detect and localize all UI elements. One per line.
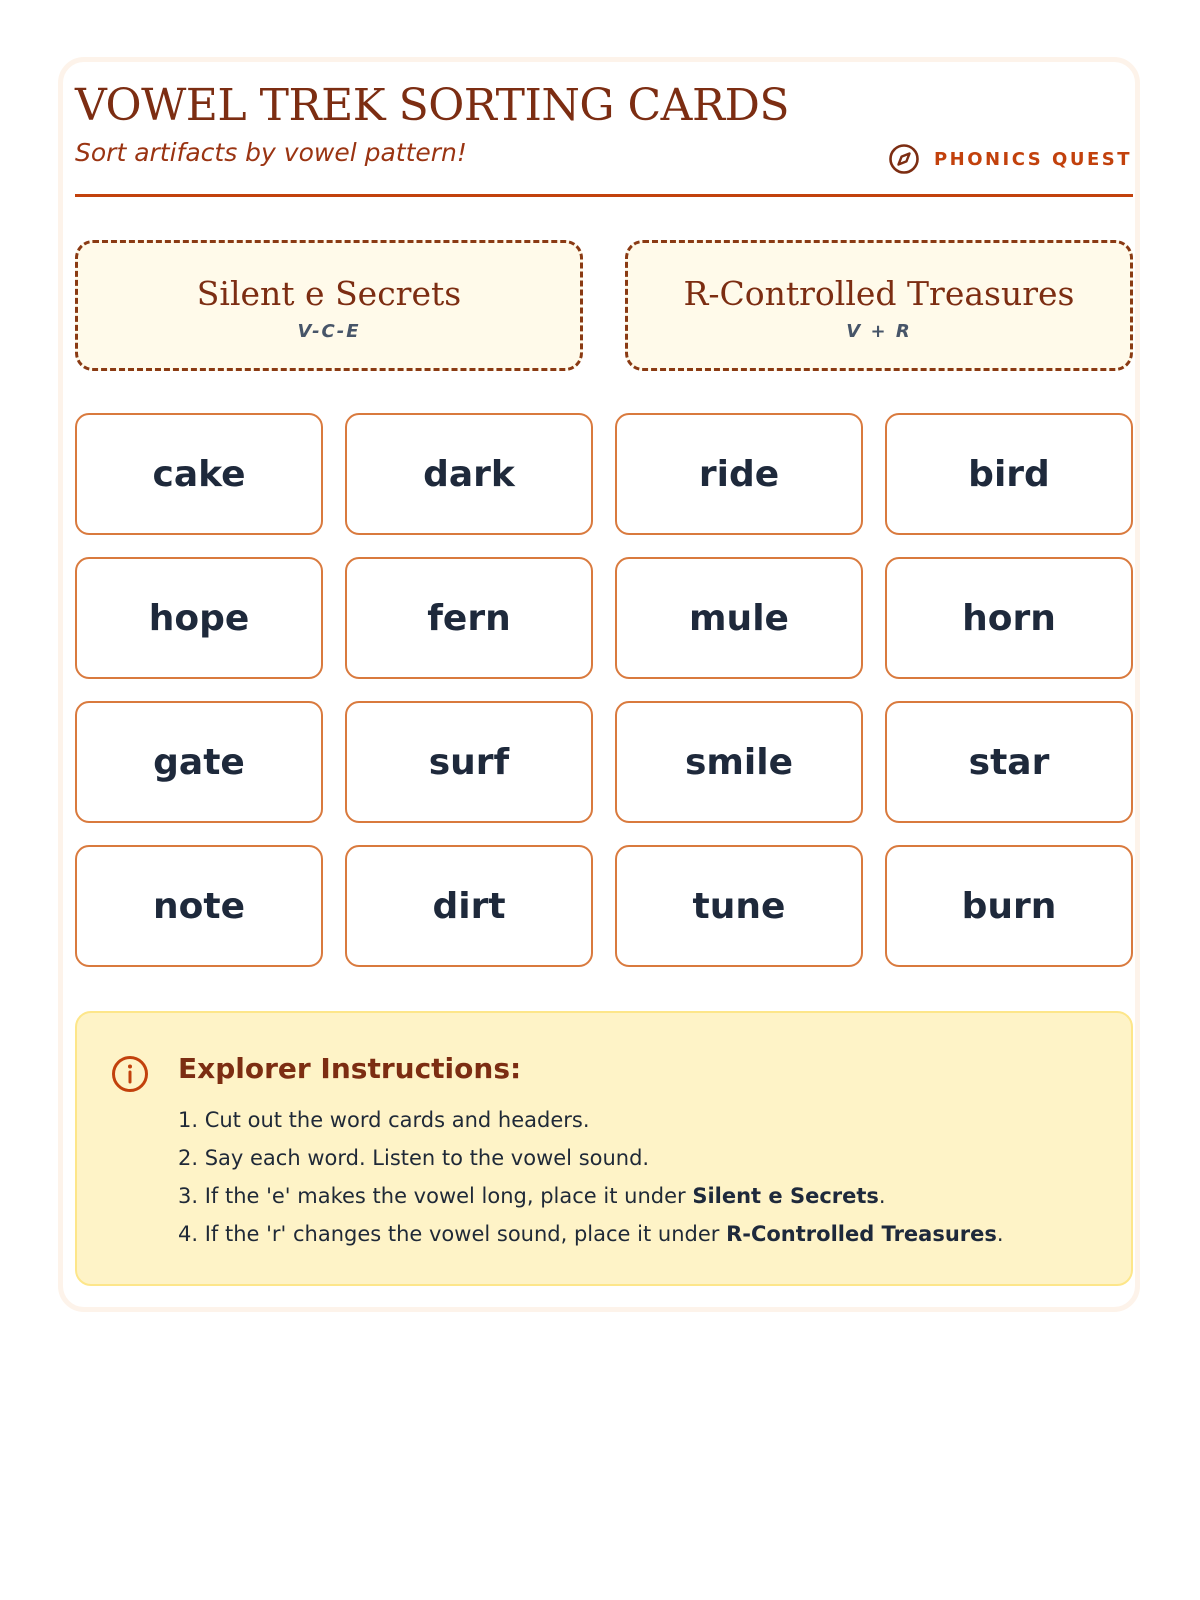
word-card[interactable]: tune	[615, 845, 863, 967]
word-card[interactable]: smile	[615, 701, 863, 823]
page-title: VOWEL TREK SORTING CARDS	[75, 80, 789, 131]
word-card[interactable]: cake	[75, 413, 323, 535]
word-card[interactable]: gate	[75, 701, 323, 823]
word-card[interactable]: hope	[75, 557, 323, 679]
word-card[interactable]: burn	[885, 845, 1133, 967]
category-pattern: V + R	[846, 321, 912, 342]
word-card[interactable]: dark	[345, 413, 593, 535]
word-card[interactable]: ride	[615, 413, 863, 535]
instructions-title: Explorer Instructions:	[178, 1052, 522, 1085]
category-title: R-Controlled Treasures	[683, 274, 1075, 313]
brand	[888, 142, 1132, 176]
category-title: Silent e Secrets	[196, 274, 462, 313]
word-card[interactable]: note	[75, 845, 323, 967]
sort-category-r-controlled[interactable]	[625, 240, 1133, 371]
instruction-step: 1. Cut out the word cards and headers.	[178, 1108, 590, 1132]
word-card[interactable]: dirt	[345, 845, 593, 967]
info-icon	[111, 1055, 149, 1093]
instructions-panel	[75, 1011, 1133, 1286]
instruction-step: 3. If the 'e' makes the vowel long, place it under Silent e Secrets.	[178, 1184, 886, 1208]
word-card[interactable]: mule	[615, 557, 863, 679]
brand-label: PHONICS QUEST	[933, 148, 1132, 170]
word-card-grid	[75, 413, 1133, 967]
word-card[interactable]: horn	[885, 557, 1133, 679]
category-pattern: V-C-E	[297, 321, 361, 342]
instruction-step: 4. If the 'r' changes the vowel sound, place it under R-Controlled Treasures.	[178, 1222, 1004, 1246]
word-card[interactable]: bird	[885, 413, 1133, 535]
compass-icon	[888, 143, 920, 175]
instruction-step: 2. Say each word. Listen to the vowel sound.	[178, 1146, 650, 1170]
header-divider	[75, 194, 1133, 197]
word-card[interactable]: star	[885, 701, 1133, 823]
word-card[interactable]: fern	[345, 557, 593, 679]
sort-category-silent-e[interactable]	[75, 240, 583, 371]
page-subtitle: Sort artifacts by vowel pattern!	[75, 138, 467, 167]
instructions-list	[178, 1101, 1004, 1253]
word-card[interactable]: surf	[345, 701, 593, 823]
